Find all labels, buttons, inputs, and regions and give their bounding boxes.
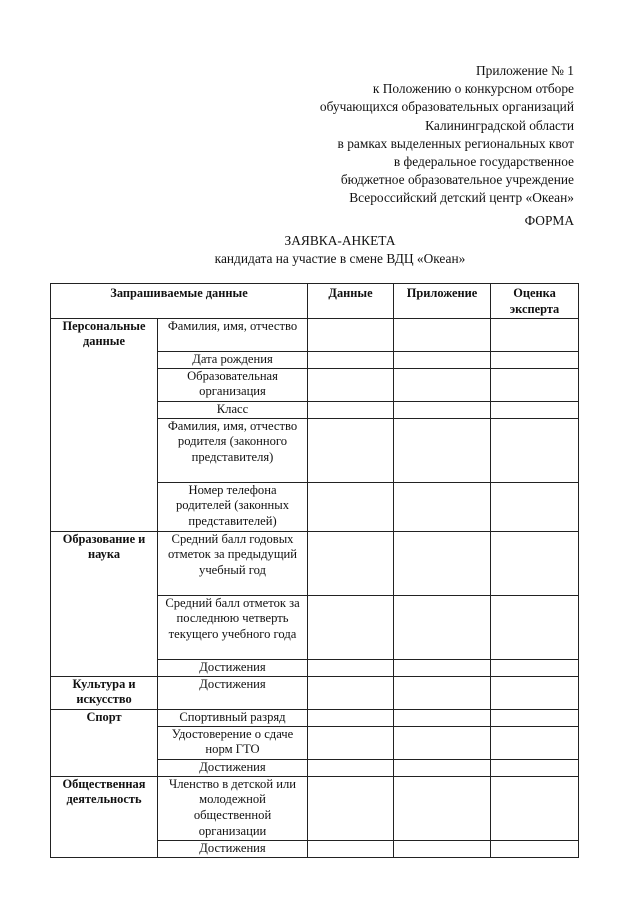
- attachment-cell[interactable]: [394, 659, 491, 676]
- data-cell[interactable]: [308, 482, 394, 531]
- category-sport: Спорт: [51, 709, 158, 776]
- header-expert-rating: Оценка эксперта: [491, 284, 579, 319]
- table-row: [51, 676, 579, 709]
- row-label: Образовательная организация: [158, 368, 308, 401]
- data-cell[interactable]: [308, 759, 394, 776]
- data-cell[interactable]: [308, 840, 394, 857]
- data-cell[interactable]: [308, 709, 394, 726]
- expert-cell[interactable]: [491, 709, 579, 726]
- attachment-cell[interactable]: [394, 726, 491, 759]
- attachment-cell[interactable]: [394, 401, 491, 418]
- appendix-line: в рамках выделенных региональных квот: [337, 135, 574, 151]
- attachment-cell[interactable]: [394, 482, 491, 531]
- expert-cell[interactable]: [491, 659, 579, 676]
- data-cell[interactable]: [308, 676, 394, 709]
- application-table: [50, 283, 579, 858]
- attachment-cell[interactable]: [394, 318, 491, 351]
- expert-cell[interactable]: [491, 482, 579, 531]
- attachment-cell[interactable]: [394, 840, 491, 857]
- expert-cell[interactable]: [491, 595, 579, 659]
- data-cell[interactable]: [308, 659, 394, 676]
- expert-cell[interactable]: [491, 401, 579, 418]
- form-title: ЗАЯВКА-АНКЕТА: [284, 233, 396, 248]
- header-attachment: Приложение: [394, 284, 491, 319]
- row-label: Достижения: [158, 659, 308, 676]
- attachment-cell[interactable]: [394, 368, 491, 401]
- category-education: Образование и наука: [51, 531, 158, 676]
- expert-cell[interactable]: [491, 418, 579, 482]
- category-culture: Культура и искусство: [51, 676, 158, 709]
- data-cell[interactable]: [308, 595, 394, 659]
- appendix-line: в федеральное государственное: [393, 154, 574, 170]
- row-label: Достижения: [158, 840, 308, 857]
- table-row: [51, 531, 579, 595]
- row-label: Достижения: [158, 676, 308, 709]
- attachment-cell[interactable]: [394, 351, 491, 368]
- appendix-line: Всероссийский детский центр «Океан»: [349, 190, 574, 206]
- expert-cell[interactable]: [491, 531, 579, 595]
- row-label: Удостоверение о сдаче норм ГТО: [158, 726, 308, 759]
- expert-cell[interactable]: [491, 776, 579, 840]
- appendix-line: Приложение № 1: [475, 63, 574, 78]
- table-row: [51, 709, 579, 726]
- row-label: Средний балл отметок за последнюю четверть текущего учебного года: [158, 595, 308, 659]
- appendix-line: Калининградской области: [425, 117, 574, 133]
- data-cell[interactable]: [308, 776, 394, 840]
- attachment-cell[interactable]: [394, 676, 491, 709]
- row-label: Фамилия, имя, отчество: [158, 318, 308, 351]
- expert-cell[interactable]: [491, 759, 579, 776]
- row-label: Членство в детской или молодежной общественной организации: [158, 776, 308, 840]
- expert-cell[interactable]: [491, 351, 579, 368]
- expert-cell[interactable]: [491, 318, 579, 351]
- form-label: ФОРМА: [524, 213, 574, 228]
- expert-cell[interactable]: [491, 840, 579, 857]
- row-label: Номер телефона родителей (законных представителей): [158, 482, 308, 531]
- expert-cell[interactable]: [491, 726, 579, 759]
- attachment-cell[interactable]: [394, 776, 491, 840]
- data-cell[interactable]: [308, 726, 394, 759]
- header-requested-data: Запрашиваемые данные: [51, 284, 308, 319]
- form-subtitle: кандидата на участие в смене ВДЦ «Океан»: [214, 251, 466, 266]
- appendix-line: к Положению о конкурсном отборе: [372, 81, 574, 97]
- table-header-row: [51, 284, 579, 319]
- appendix-line: бюджетное образовательное учреждение: [340, 172, 574, 188]
- data-cell[interactable]: [308, 318, 394, 351]
- table-row: [51, 318, 579, 351]
- category-public-activity: Общественная деятельность: [51, 776, 158, 857]
- expert-cell[interactable]: [491, 676, 579, 709]
- row-label: Средний балл годовых отметок за предыдущий учебный год: [158, 531, 308, 595]
- data-cell[interactable]: [308, 368, 394, 401]
- attachment-cell[interactable]: [394, 418, 491, 482]
- data-cell[interactable]: [308, 418, 394, 482]
- appendix-line: обучающихся образовательных организаций: [319, 99, 574, 115]
- attachment-cell[interactable]: [394, 595, 491, 659]
- attachment-cell[interactable]: [394, 531, 491, 595]
- header-data: Данные: [308, 284, 394, 319]
- data-cell[interactable]: [308, 401, 394, 418]
- attachment-cell[interactable]: [394, 709, 491, 726]
- row-label: Дата рождения: [158, 351, 308, 368]
- category-personal-data: Персональные данные: [51, 318, 158, 531]
- row-label: Достижения: [158, 759, 308, 776]
- attachment-cell[interactable]: [394, 759, 491, 776]
- row-label: Спортивный разряд: [158, 709, 308, 726]
- row-label: Фамилия, имя, отчество родителя (законного представителя): [158, 418, 308, 482]
- table-row: [51, 776, 579, 840]
- row-label: Класс: [158, 401, 308, 418]
- data-cell[interactable]: [308, 351, 394, 368]
- data-cell[interactable]: [308, 531, 394, 595]
- appendix-block: [320, 62, 574, 208]
- expert-cell[interactable]: [491, 368, 579, 401]
